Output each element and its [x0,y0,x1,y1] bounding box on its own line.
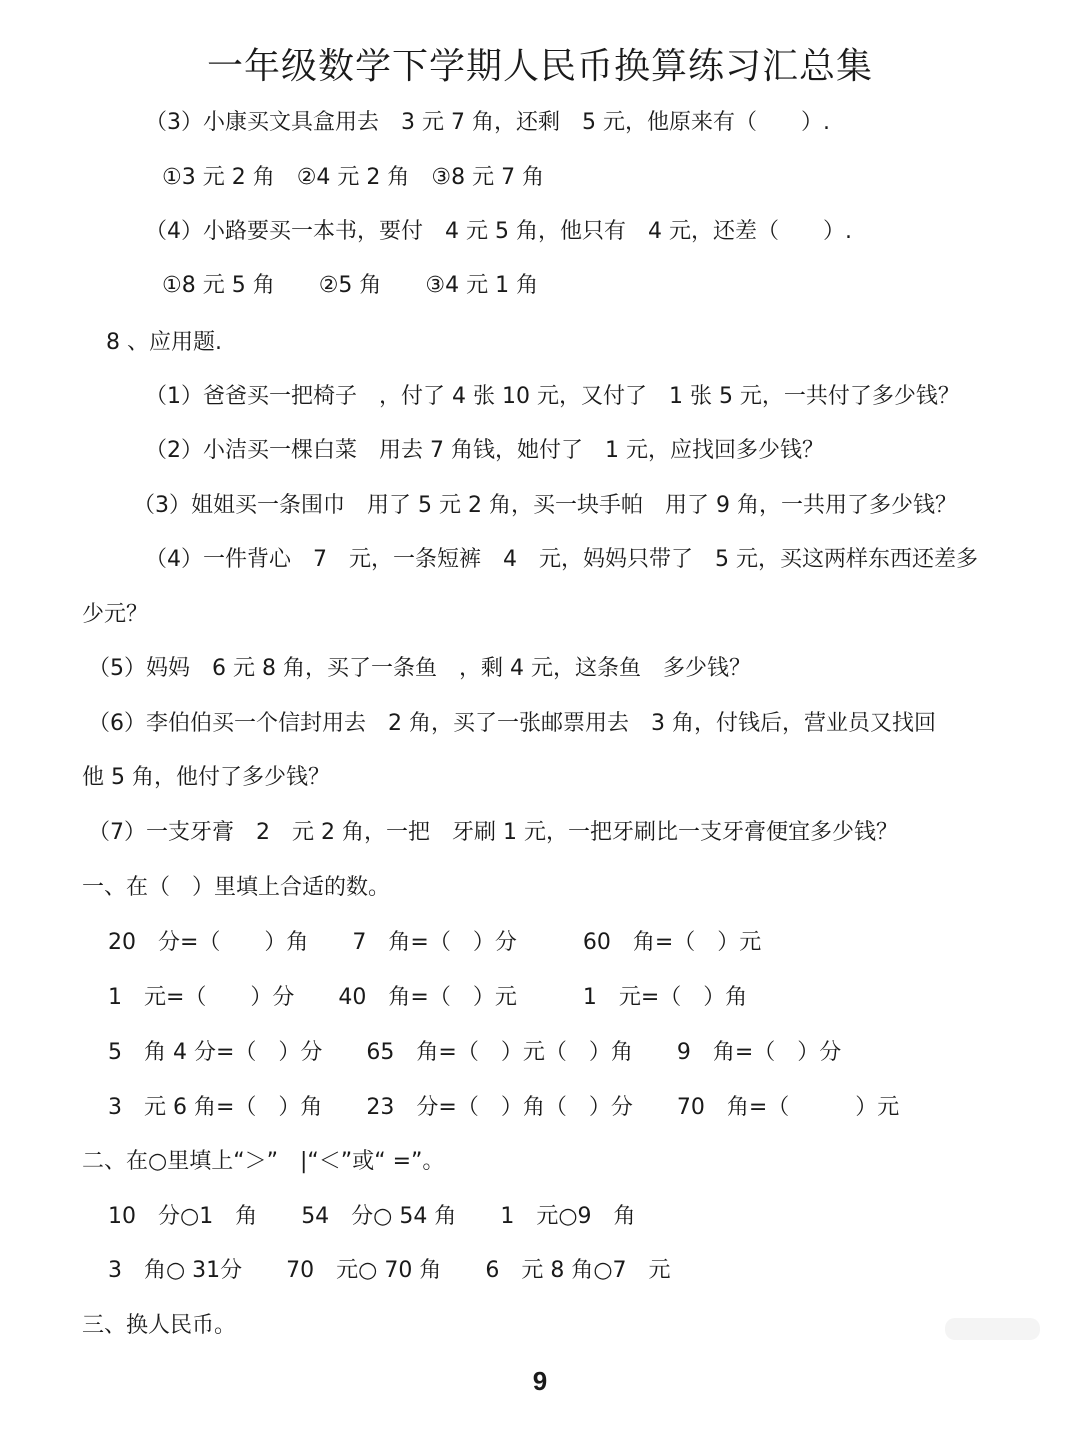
section-heading: 8 、应用题. [106,330,222,355]
choice-line: ①3 元 2 角 ②4 元 2 角 ③8 元 7 角 [162,165,545,190]
question-line: （4）一件背心 7 元，一条短裤 4 元，妈妈只带了 5 元，买这两样东西还差多 [145,547,978,572]
page-title: 一年级数学下学期人民币换算练习汇总集 [206,46,873,87]
question-line: （4）小路要买一本书，要付 4 元 5 角，他只有 4 元，还差（ ）. [145,219,852,244]
question-line: （3）小康买文具盒用去 3 元 7 角，还剩 5 元，他原来有（ ）. [145,110,830,135]
fill-blank-line: 3 元 6 角=（ ）角 23 分=（ ）角（ ）分 70 角=（ ）元 [108,1095,900,1120]
compare-line: 10 分○1 角 54 分○ 54 角 1 元○9 角 [108,1204,636,1229]
fill-blank-line: 1 元=（ ）分 40 角=（ ）元 1 元=（ ）角 [108,985,748,1010]
scan-smudge [945,1318,1040,1340]
question-line-continued: 他 5 角，他付了多少钱？ [82,765,330,790]
choice-line: ①8 元 5 角 ②5 角 ③4 元 1 角 [162,273,539,298]
fill-blank-line: 20 分=（ ）角 7 角=（ ）分 60 角=（ ）元 [108,930,762,955]
page-number: 9 [532,1366,548,1396]
section-heading: 三、换人民币。 [82,1313,237,1338]
question-line: （3）姐姐买一条围巾 用了 5 元 2 角，买一块手帕 用了 9 角，一共用了多少钱？ [133,493,957,518]
question-line: （6）李伯伯买一个信封用去 2 角，买了一张邮票用去 3 角，付钱后，营业员又找回 [88,711,936,736]
question-line: （1）爸爸买一把椅子 ，付了 4 张 10 元，又付了 1 张 5 元，一共付了多少钱？ [145,384,960,409]
question-line: （2）小洁买一棵白菜 用去 7 角钱，她付了 1 元，应找回多少钱？ [145,438,824,463]
section-heading: 二、在○里填上“＞” |“＜”或“ =”。 [82,1149,445,1174]
fill-blank-line: 5 角 4 分=（ ）分 65 角=（ ）元（ ）角 9 角=（ ）分 [108,1040,842,1065]
compare-line: 3 角○ 31分 70 元○ 70 角 6 元 8 角○7 元 [108,1258,671,1283]
question-line-continued: 少元？ [82,602,149,627]
section-heading: 一、在（ ）里填上合适的数。 [82,875,391,900]
question-line: （5）妈妈 6 元 8 角，买了一条鱼 ，剩 4 元，这条鱼 多少钱？ [88,656,751,681]
question-line: （7）一支牙膏 2 元 2 角，一把 牙刷 1 元，一把牙刷比一支牙膏便宜多少钱？ [88,820,898,845]
